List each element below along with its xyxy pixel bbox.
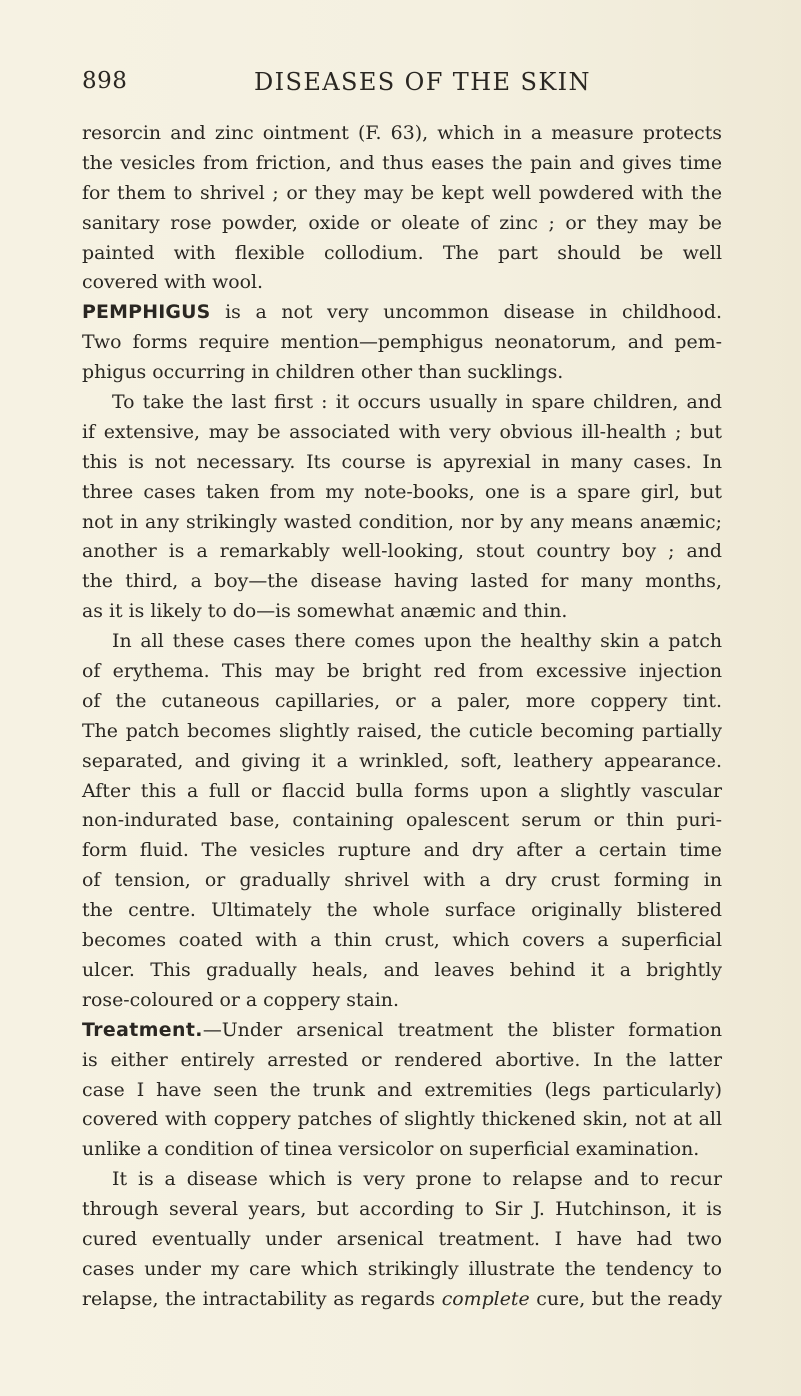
text-line: of the cutaneous capillaries, or a paler, more coppery tint. xyxy=(82,689,722,712)
text-line: case I have seen the trunk and extremities (legs particularly) xyxy=(82,1078,722,1101)
text-line: ulcer. This gradually heals, and leaves behind it a brightly xyxy=(82,958,722,981)
text-line: covered with coppery patches of slightly thickened skin, not at all xyxy=(82,1108,722,1131)
section-heading-line xyxy=(82,298,722,328)
text-line: The patch becomes slightly raised, the cuticle becoming partially xyxy=(82,719,722,742)
text-line: of tension, or gradually shrivel with a dry crust forming in xyxy=(82,869,722,892)
text-run: is a not very uncommon disease in childhood. xyxy=(210,301,722,324)
text-line: three cases taken from my note-books, one is a spare girl, but xyxy=(82,480,722,503)
text-line: non-indurated base, containing opalescent serum or thin puri- xyxy=(82,809,722,832)
text-line: another is a remarkably well-looking, stout country boy ; and xyxy=(82,540,722,563)
text-line: In all these cases there comes upon the healthy skin a patch xyxy=(112,630,722,653)
text-line: form fluid. The vesicles rupture and dry after a certain time xyxy=(82,839,722,862)
text-line: the third, a boy—the disease having lasted for many months, xyxy=(82,570,722,593)
text-line xyxy=(82,1285,722,1315)
text-line: sanitary rose powder, oxide or oleate of zinc ; or they may be xyxy=(82,211,722,234)
text-line: if extensive, may be associated with very obvious ill-health ; but xyxy=(82,420,722,443)
text-run: —Under arsenical treatment the blister formation xyxy=(202,1018,722,1041)
text-line: painted with flexible collodium. The part should be well xyxy=(82,241,722,264)
section-heading-treatment: Treatment. xyxy=(82,1018,203,1041)
text-line: for them to shrivel ; or they may be kept well powdered with the xyxy=(82,181,722,204)
text-line: of erythema. This may be bright red from excessive injection xyxy=(82,660,722,683)
page-header xyxy=(82,68,722,108)
section-heading-pemphigus: PEMPHIGUS xyxy=(82,301,211,324)
text-line: not in any strikingly wasted condition, nor by any means anæmic; xyxy=(82,510,722,533)
text-line: It is a disease which is very prone to relapse and to recur xyxy=(112,1168,722,1191)
section-heading-line xyxy=(82,1016,722,1046)
emphasis-complete: complete xyxy=(441,1287,530,1310)
text-line: resorcin and zinc ointment (F. 63), which in a measure protects xyxy=(82,122,722,144)
body-text xyxy=(82,119,722,1315)
running-head: DISEASES OF THE SKIN xyxy=(254,68,591,96)
text-run: relapse, the intractability as regards xyxy=(82,1287,442,1310)
text-line: is either entirely arrested or rendered abortive. In the latter xyxy=(82,1048,722,1071)
text-line: this is not necessary. Its course is apyrexial in many cases. In xyxy=(82,450,722,473)
text-line: cases under my care which strikingly illustrate the tendency to xyxy=(82,1257,722,1280)
text-line: cured eventually under arsenical treatment. I have had two xyxy=(82,1227,722,1250)
text-line: After this a full or flaccid bulla forms upon a slightly vascular xyxy=(82,779,722,802)
text-line: the centre. Ultimately the whole surface originally blistered xyxy=(82,899,722,922)
text-line: through several years, but according to Sir J. Hutchinson, it is xyxy=(82,1198,722,1221)
text-line: covered with wool. xyxy=(82,271,264,294)
text-line: as it is likely to do—is somewhat anæmic and thin. xyxy=(82,600,568,623)
text-run: cure, but the ready xyxy=(529,1287,722,1310)
text-line: the vesicles from friction, and thus eases the pain and gives time xyxy=(82,151,722,174)
text-line: unlike a condition of tinea versicolor on superficial examination. xyxy=(82,1138,700,1161)
text-line: rose-coloured or a coppery stain. xyxy=(82,988,399,1011)
text-line: Two forms require mention—pemphigus neonatorum, and pem- xyxy=(82,331,722,354)
text-line: To take the last first : it occurs usually in spare children, and xyxy=(112,391,722,414)
text-line: phigus occurring in children other than sucklings. xyxy=(82,361,564,384)
text-line: separated, and giving it a wrinkled, soft, leathery appearance. xyxy=(82,749,722,772)
page-number: 898 xyxy=(82,68,128,94)
text-line: becomes coated with a thin crust, which covers a superficial xyxy=(82,929,722,952)
